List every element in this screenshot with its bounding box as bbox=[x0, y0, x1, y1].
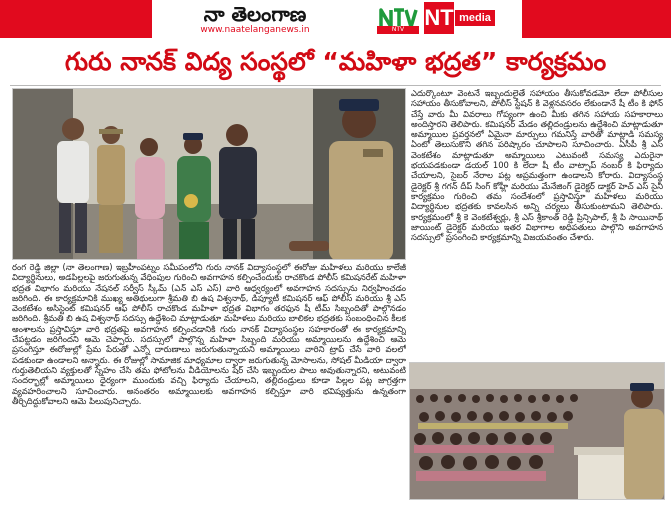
masthead-right-stripe bbox=[522, 0, 671, 38]
masthead-left-stripe bbox=[0, 0, 152, 38]
event-photo-audience bbox=[409, 362, 665, 500]
event-photo-officials-illustration bbox=[13, 89, 406, 260]
article-headline: గురు నానక్ విద్య సంస్థలో “మహిళా భద్రత” కార్యక్రమం bbox=[64, 47, 607, 76]
event-photo-officials bbox=[12, 88, 406, 260]
masthead bbox=[0, 0, 671, 38]
media-label: media bbox=[455, 10, 495, 26]
site-url[interactable]: www.naatelanganews.in bbox=[200, 25, 310, 35]
article-body-left-column: రంగ రెడ్డి జిల్లా (నా తెలంగాణ) ఇబ్రహీంపట్నం సమీపంలోని గురు నానక్ విద్యాసంస్థలో ఈరోజు మహిళలు మరియు కాలేజీ విద్యార్థినులు, అడపిల్లలపై జరుగుతున్న వేధింపుల గురించి అవగాహన కల్పించేందుకు రాచకొండ పోలీస్ కమిషనరేట్ మహిళా భద్రత విభాగం మరియు నేషనల్ సర్వీస్ స్కీమ్ (ఎన్ ఎస్ ఎస్) వారి ఆధ్వర్యంలో అవగాహన సదస్సును నిర్వహించడం జరిగింది. ఈ కార్యక్రమానికి ముఖ్య అతిథులుగా శ్రీమతి బి ఉష విశ్వనాథ్, డిప్యూటీ కమిషనర్ ఆఫ్ పోలీస్ మరియు శ్రీ ఎస్ వెంకటేశం అసిస్టెంట్ కమిషనర్ ఆఫ్ పోలీస్ రాచకొండ మహిళా భద్రత విభాగం తరఫున షీ టీమ్ సిబ్బందితో పాల్గొనడం జరిగింది. శ్రీమతి బి ఉష విశ్వనాథ్ సదస్సు ఉద్దేశించి మాట్లాడుతూ మహిళలు మరియు బాలికల భద్రతకు సంబంధించిన కీలక అంశాలను ప్రస్తావిస్తూ వారి భద్రతపై అవగాహన కల్పించడానికి గురు నానక్ విద్యాసంస్థల సహకారంతో ఈ కార్యక్రమాన్ని చేపట్టడం జరిగిందని ఆమె చెప్పారు. సదస్సులో పాల్గొన్న మహిళా సిబ్బంది మరియు అమ్మాయిలను ఉద్దేశించి ఆమె ప్రసంగిస్తూ ఈరోజుల్లో ప్రేమ పేరుతో ఎన్నో దారుణాలు జరుగుతున్నాయని అమ్మాయిలు వారిని ట్రాప్ చేసే వారి వలలో పడకుండా ఉండాలని అన్నారు. ఈ రోజుల్లో సామాజిక మాధ్యమాల ద్వారా జరుగుతున్న మోసాలను, సోషల్ మీడియా ద్వారా గుర్తుతెలియని వ్యక్తులతో స్నేహం చేసి తమ ఫోటోలను వీడియోలను షేర్ చేసి ఇబ్బందుల పాలు అవుతున్నారని, అటువంటి సందర్భాల్లో అమ్మాయిలు ధైర్యంగా ముందుకు వచ్చి ఫిర్యాదు చేయాలని, తల్లిదండ్రులు కూడా పిల్లల పట్ల జాగ్రత్తగా వ్యవహరించాలని సూచించారు. అనంతరం అమ్మాయిలకు అవగాహన కల్పిస్తూ వారి భవిష్యత్తును ఉన్నతంగా తీర్చిదిద్దుకోవాలని ఆమె పిలుపునిచ్చారు. bbox=[12, 262, 406, 406]
event-photo-audience-illustration bbox=[410, 363, 665, 500]
article-body-right-column: ఎదుర్కొంటూ వెంటనే ఇబ్బందులైతే సహాయం తీసుకోవడమో లేదా పోలీసుల సహాయం తీసుకోవాలని, పోలీస్ స్టేషన్ కి వెళ్లనవసరం లేకుండానే షీ టీం కి ఫోన్ చేస్తే వారు మీ వివరాలు గోప్యంగా ఉంచి మీకు తగిన సహాయ సహకారాలు అందిస్తారని తెలిపారు. కమిషనర్ మేడం తల్లిదండ్రులను ఉద్దేశించి మాట్లాడుతూ అమ్మాయిల ప్రవర్తనలో ఏమైనా మార్పులు గమనిస్తే వారితో మాట్లాడి సమస్య ఏంటో తెలుసుకొని తగిన పరిష్కారం చూపాలని సూచించారు. ఏసీపీ శ్రీ ఎస్ వెంకటేశం మాట్లాడుతూ అమ్మాయిలు ఎటువంటి సమస్య ఎదురైనా భయపడకుండా డయల్ 100 కి లేదా షీ టీం వాట్సాప్ నంబర్ కి ఫిర్యాదు చేయాలని, సైబర్ నేరాల పట్ల అప్రమత్తంగా ఉండాలని కోరారు. విద్యాసంస్థ డైరెక్టర్ శ్రీ గగన్ దీప్ సింగ్ కోహ్లీ మరియు మేనేజింగ్ డైరెక్టర్ డాక్టర్ హెచ్ ఎస్ సైనీ కార్యక్రమం గురించి తమ సందేశంలో ప్రస్తావిస్తూ మహిళలు మరియు విద్యార్థినుల భద్రతకు కావలసిన అన్ని చర్యలు తీసుకుంటామని తెలిపారు. కార్యక్రమంలో శ్రీ కె వెంకటేశ్వర్లు, శ్రీ ఎస్ శ్రీకాంత్ రెడ్డి ప్రిన్సిపాల్, శ్రీ పి సాయినాథ్ జాయింట్ డైరెక్టర్ మరియు ఇతర విభాగాల అధిపతులు పాల్గొని అవగాహన సదస్సులో ప్రసంగించి కార్యక్రమాన్ని విజయవంతం చేశారు. bbox=[411, 88, 663, 243]
headline-divider bbox=[10, 85, 661, 86]
site-title: నా తెలంగాణ bbox=[203, 2, 307, 26]
ntv-logo-text: NTV bbox=[377, 26, 419, 34]
nt-logo: NT bbox=[424, 2, 454, 34]
